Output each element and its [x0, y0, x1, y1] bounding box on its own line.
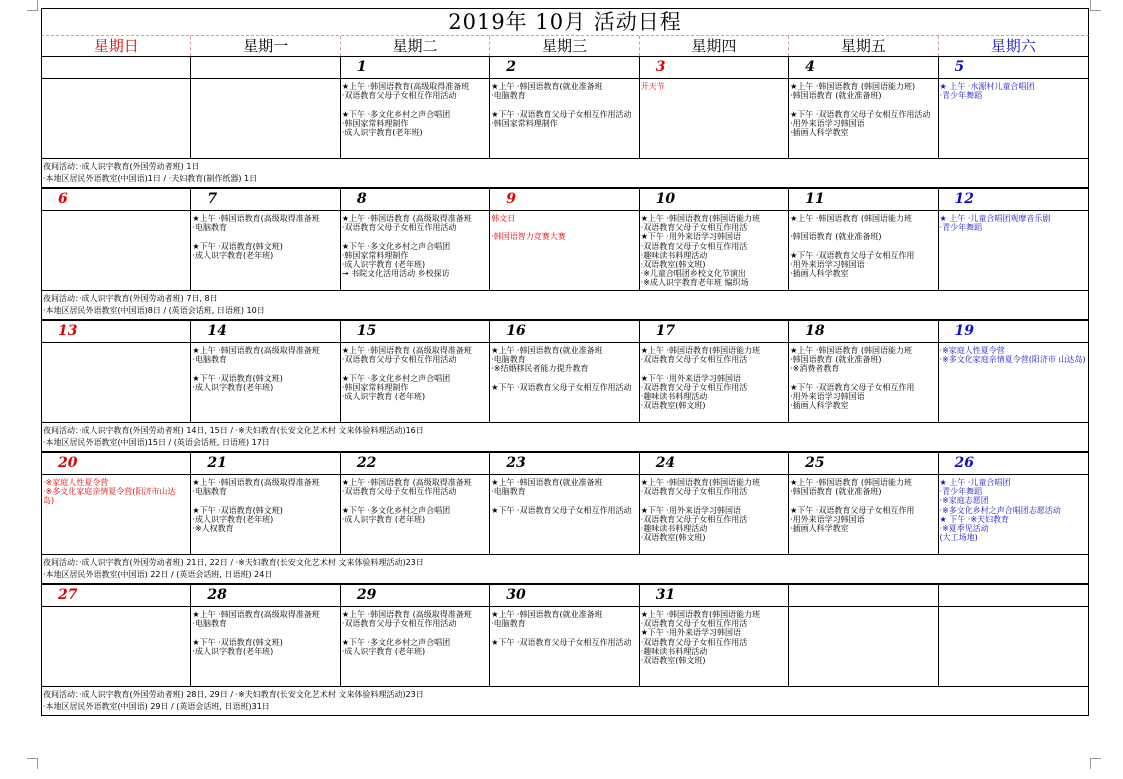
- day-cell: [42, 453, 191, 554]
- week-row: [41, 320, 1089, 452]
- event-line: ·※夏季见活动: [939, 524, 989, 534]
- event-line: ·韩国家常料理制作: [341, 382, 409, 392]
- day-events: [640, 211, 788, 290]
- calendar-title: 2019年 10月 活动日程: [41, 8, 1089, 36]
- event-line: 韩文日: [491, 214, 516, 223]
- event-line: ★下午 ·双语教育父母子女相互作用活动: [790, 109, 931, 119]
- day-number: 27: [42, 585, 190, 607]
- event-line: [192, 496, 339, 505]
- night-activity-line: ·本地区居民外语教室(中国语) 29日 / (英语会话班, 日语班)31日: [43, 702, 270, 711]
- event-line: ·双语教育父母子女相互作用活动: [341, 355, 457, 365]
- event-line: ·成人识字教育 (老年班): [341, 392, 426, 402]
- event-line: [342, 628, 489, 637]
- event-line: ·趣味读书料理活动: [640, 250, 708, 260]
- event-line: [491, 628, 638, 637]
- event-line: [342, 232, 489, 241]
- day-events: [191, 211, 339, 290]
- event-line: ★上午 ·韩国语教育 (高级取得准备班: [341, 346, 472, 355]
- event-line: ★ 上午 ·儿童合唱团: [939, 478, 1011, 487]
- event-line: ·插画人科学教室: [790, 269, 849, 279]
- day-cell: [789, 585, 938, 686]
- event-line: ·插画人科学教室: [790, 401, 849, 411]
- calendar-weeks: [41, 56, 1089, 716]
- event-line: ★下午 ·双语教育父母子女相互作用: [790, 505, 915, 515]
- weekday-saturday: 星期六: [990, 37, 1036, 55]
- night-activities: [42, 686, 1088, 715]
- day-number: 2: [490, 57, 638, 79]
- event-line: ·成人识字教育 (老年班): [341, 646, 426, 656]
- day-cell: [341, 453, 490, 554]
- event-line: ·成人识字教育(老年班): [192, 646, 274, 656]
- event-line: ·※多文化家庭亲情夏令营(阳济市山达: [43, 487, 176, 497]
- event-line: ·双语教育父母子女相互作用活: [640, 223, 748, 233]
- night-activities: [42, 422, 1088, 451]
- day-number: 25: [789, 453, 937, 475]
- day-number: 30: [490, 585, 638, 607]
- day-number: 4: [789, 57, 937, 79]
- event-line: ★下午 ·双语教育父母子女相互作用: [790, 382, 915, 392]
- event-line: ·双语教育父母子女相互作用活: [640, 637, 748, 647]
- day-events: [42, 343, 190, 422]
- day-cell: [640, 189, 789, 290]
- day-number: 14: [191, 321, 339, 343]
- event-line: ·双语教育父母子女相互作用活: [640, 619, 748, 629]
- day-cell: [42, 321, 191, 422]
- event-line: ·用外来语学习韩国语: [790, 260, 865, 270]
- day-events: [789, 79, 937, 158]
- event-line: ·青少年舞蹈: [939, 91, 983, 101]
- event-line: ·用外来语学习韩国语: [790, 514, 865, 524]
- event-line: ★上午 ·韩国语教育(韩国语能力班: [640, 610, 761, 619]
- day-cell: [490, 189, 639, 290]
- event-line: ★上午 ·韩国语教育(高级取得准备班: [192, 346, 320, 355]
- event-line: ★下午 ·多文化乡村之声合唱团: [341, 505, 451, 515]
- day-cell: [191, 189, 340, 290]
- day-events: [42, 79, 190, 158]
- week-days: [42, 585, 1088, 686]
- day-number: 15: [341, 321, 489, 343]
- day-events: [789, 211, 937, 290]
- event-line: ·成人识字教育(老年班): [192, 250, 274, 260]
- day-cell: [640, 57, 789, 158]
- day-cell: [939, 57, 1088, 158]
- event-line: [641, 364, 788, 373]
- crop-mark-bottom-left: [27, 758, 38, 769]
- event-line: ★下午 ·双语教育父母子女相互作用活动: [491, 505, 632, 515]
- day-events: [490, 211, 638, 290]
- event-line: ★上午 ·韩国语教育 (韩国语能力班: [790, 478, 913, 487]
- event-line: ·韩国语教育 (就业准备班): [790, 232, 882, 242]
- day-cell: [640, 321, 789, 422]
- event-line: ★下午 ·双语教育(韩文班): [192, 373, 283, 383]
- event-line: ★下午 ·用外来语学习韩国语: [640, 505, 741, 515]
- event-line: ·※成人识字教育老年班 编织场: [640, 278, 749, 288]
- event-line: ·※家庭志愿团: [939, 496, 989, 506]
- event-line: ·用外来语学习韩国语: [790, 118, 865, 128]
- day-events: [341, 211, 489, 290]
- event-line: ★上午 ·韩国语教育 (高级取得准备班: [341, 610, 472, 619]
- night-activities: [42, 290, 1088, 319]
- event-line: ·青少年舞蹈: [939, 487, 983, 497]
- event-line: ★上午 ·韩国语教育(高级取得准备班: [192, 478, 320, 487]
- event-line: ·韩国语教育 (就业准备班): [790, 487, 882, 497]
- event-line: ·趣味读书料理活动: [640, 392, 708, 402]
- event-line: [491, 100, 638, 109]
- event-line: ·韩国语教育 (就业准备班): [790, 355, 882, 365]
- event-line: [790, 242, 937, 251]
- event-line: [192, 628, 339, 637]
- event-line: ·双语教室(韩文班): [640, 260, 706, 270]
- day-number: 1: [341, 57, 489, 79]
- night-activity-line: ·本地区居民外语教室(中国语) 22日 / (英语会话班, 日语班) 24日: [43, 570, 273, 579]
- event-line: ★ 上午 ·儿童合唱团观摩音乐剧: [939, 214, 1051, 223]
- event-line: ★下午 ·用外来语学习韩国语: [640, 373, 741, 383]
- night-activity-line: 夜间活动：·成人识字教育(外国劳动者班) 7日, 8日: [43, 294, 218, 303]
- day-number: 23: [490, 453, 638, 475]
- event-line: ·※消费者教育: [790, 364, 840, 374]
- event-line: 开天节: [640, 82, 665, 91]
- day-cell: [939, 585, 1088, 686]
- day-number: 13: [42, 321, 190, 343]
- day-events: [341, 475, 489, 554]
- event-line: ·电脑教育: [192, 223, 227, 233]
- day-events: [789, 475, 937, 554]
- day-events: [640, 607, 788, 686]
- day-events: [191, 607, 339, 686]
- day-number: [789, 585, 937, 607]
- event-line: ·韩国家常料理制作: [341, 250, 409, 260]
- event-line: ·电脑教育: [192, 619, 227, 629]
- day-events: [490, 607, 638, 686]
- day-cell: [42, 189, 191, 290]
- day-cell: [789, 321, 938, 422]
- day-number: [42, 57, 190, 79]
- day-number: 6: [42, 189, 190, 211]
- event-line: ·韩国家常料理制作: [341, 118, 409, 128]
- crop-mark-bottom-right: [1090, 758, 1101, 769]
- event-line: ·双语教育父母子女相互作用活: [640, 487, 748, 497]
- day-events: [490, 475, 638, 554]
- day-events: [341, 607, 489, 686]
- weekday-friday: 星期五: [789, 36, 938, 56]
- day-cell: [341, 585, 490, 686]
- event-line: ★下午 ·双语教育父母子女相互作用活动: [491, 382, 632, 392]
- event-line: ·韩国家常料理制作: [491, 118, 558, 128]
- event-line: ·电脑教育: [192, 355, 227, 365]
- day-cell: [341, 321, 490, 422]
- day-number: 7: [191, 189, 339, 211]
- event-line: ·双语教育父母子女相互作用活: [640, 241, 748, 251]
- day-number: 31: [640, 585, 788, 607]
- event-line: ★上午 ·韩国语教育 (韩国语能力班): [790, 82, 916, 91]
- day-number: 10: [640, 189, 788, 211]
- day-cell: [939, 189, 1088, 290]
- day-number: 16: [490, 321, 638, 343]
- day-number: 3: [640, 57, 788, 79]
- event-line: ★上午 ·韩国语教育(高级取得准备班: [192, 214, 320, 223]
- day-cell: [341, 189, 490, 290]
- event-line: [790, 374, 937, 383]
- day-events: [939, 79, 1088, 158]
- night-activities: [42, 158, 1088, 187]
- event-line: 岛): [43, 496, 55, 506]
- event-line: ·双语教室(韩文班): [640, 656, 706, 666]
- event-line: ·※人权教育: [192, 524, 234, 534]
- event-line: ★下午 ·用外来语学习韩国语: [640, 628, 741, 638]
- event-line: [790, 223, 937, 232]
- day-cell: [191, 585, 340, 686]
- event-line: ·※多文化乡村之声合唱团志愿活动: [939, 505, 1061, 515]
- event-line: ·成人识字教育 (老年班): [341, 514, 426, 524]
- event-line: (大工场地): [939, 533, 978, 543]
- event-line: ·趣味读书料理活动: [640, 524, 708, 534]
- day-events: [640, 79, 788, 158]
- event-line: ·韩国语教育 (就业准备班): [790, 91, 882, 101]
- day-number: 24: [640, 453, 788, 475]
- day-events: [42, 607, 190, 686]
- event-line: ·成人识字教育(老年班): [341, 128, 423, 138]
- event-line: ★上午 ·韩国语教育(高级取得准备班: [192, 610, 320, 619]
- day-number: 19: [939, 321, 1088, 343]
- day-events: [640, 475, 788, 554]
- event-line: ★ 上午 ·水源村儿童合唱团: [939, 82, 1035, 91]
- day-cell: [640, 585, 789, 686]
- event-line: ·成人识字教育(老年班): [192, 382, 274, 392]
- event-line: [491, 374, 638, 383]
- event-line: ★下午 ·双语教育(韩文班): [192, 637, 283, 647]
- day-number: 20: [42, 453, 190, 475]
- event-line: ★上午 ·韩国语教育(就业准备班: [491, 610, 603, 619]
- day-events: [341, 79, 489, 158]
- event-line: ·※家庭人性夏令营: [939, 346, 1005, 355]
- night-activity-line: 夜间活动：·成人识字教育(外国劳动者班) 1日: [43, 162, 200, 171]
- day-cell: [789, 57, 938, 158]
- event-line: ·成人识字教育(老年班): [192, 514, 274, 524]
- day-events: [341, 343, 489, 422]
- day-number: 11: [789, 189, 937, 211]
- night-activity-line: ·本地区居民外语教室(中国语)1日 / ·夫妇教育(制作纸器) 1日: [43, 174, 258, 183]
- night-activities: [42, 554, 1088, 583]
- event-line: ★上午 ·韩国语教育 (高级取得准备班: [341, 214, 472, 223]
- event-line: → 书院文化活用活动 乡校探访: [341, 269, 450, 279]
- event-line: ·韩国语智力竞赛大赛: [491, 232, 566, 242]
- event-line: ★下午 ·多文化乡村之声合唱团: [341, 373, 451, 383]
- event-line: ·双语教育父母子女相互作用活动: [341, 223, 457, 233]
- day-number: 18: [789, 321, 937, 343]
- day-events: [42, 475, 190, 554]
- weekday-sunday: 星期日: [42, 36, 191, 56]
- day-cell: [640, 453, 789, 554]
- night-activity-line: 夜间活动：·成人识字教育(外国劳动者班) 21日, 22日 / ·※夫妇教育(长安文化艺术村 文来体验料理活动)23日: [43, 558, 424, 567]
- day-number: 26: [939, 453, 1088, 475]
- day-cell: [42, 585, 191, 686]
- day-number: 17: [640, 321, 788, 343]
- event-line: [342, 364, 489, 373]
- event-line: [790, 100, 937, 109]
- event-line: ★上午 ·韩国语教育 (高级取得准备班: [341, 478, 472, 487]
- day-number: 22: [341, 453, 489, 475]
- day-cell: [341, 57, 490, 158]
- weekday-header-row: [41, 36, 1089, 56]
- day-cell: [490, 453, 639, 554]
- day-events: [42, 211, 190, 290]
- event-line: ★ 下午 ·※夫妇教育: [939, 514, 1010, 524]
- event-line: ★下午 ·用外来语学习韩国语: [640, 232, 741, 242]
- day-number: 8: [341, 189, 489, 211]
- day-events: [191, 343, 339, 422]
- event-line: ·※结婚移民者能力提升教育: [491, 364, 589, 374]
- day-events: [490, 79, 638, 158]
- day-cell: [490, 57, 639, 158]
- day-events: [490, 343, 638, 422]
- event-line: ★上午 ·韩国语教育(韩国语能力班: [640, 214, 761, 223]
- event-line: ·电脑教育: [491, 619, 526, 629]
- event-line: ·电脑教育: [491, 91, 526, 101]
- event-line: ·双语教育父母子女相互作用活: [640, 355, 748, 365]
- event-line: [192, 364, 339, 373]
- event-line: [491, 496, 638, 505]
- day-number: [939, 585, 1088, 607]
- weekday-monday: 星期一: [191, 36, 340, 56]
- day-cell: [191, 453, 340, 554]
- event-line: ·双语教育父母子女相互作用活动: [341, 91, 457, 101]
- day-events: [939, 475, 1088, 554]
- week-row: [41, 452, 1089, 584]
- day-cell: [490, 585, 639, 686]
- event-line: ★上午 ·韩国语教育(就业准备班: [491, 82, 603, 91]
- event-line: [192, 232, 339, 241]
- event-line: ·电脑教育: [491, 487, 526, 497]
- event-line: ·电脑教育: [491, 355, 526, 365]
- night-activity-line: ·本地区居民外语教室(中国语)8日 / (英语会话班, 日语班) 10日: [43, 306, 265, 315]
- event-line: ·电脑教育: [192, 487, 227, 497]
- event-line: ★下午 ·双语教育父母子女相互作用活动: [491, 637, 632, 647]
- day-number: 29: [341, 585, 489, 607]
- weekday-wednesday: 星期三: [490, 36, 639, 56]
- event-line: ★上午 ·韩国语教育(高级取得准备班: [341, 82, 470, 91]
- event-line: ·双语教育父母子女相互作用活: [640, 382, 748, 392]
- week-days: [42, 321, 1088, 422]
- weekday-tuesday: 星期二: [341, 36, 490, 56]
- day-cell: [789, 189, 938, 290]
- event-line: ★上午 ·韩国语教育(就业准备班: [491, 346, 603, 355]
- calendar-sheet: [41, 8, 1089, 716]
- event-line: ★下午 ·多文化乡村之声合唱团: [341, 637, 451, 647]
- night-activity-line: 夜间活动：·成人识字教育(外国劳动者班) 28日, 29日 / ·※夫妇教育(长安文化艺术村 文来体验料理活动)23日: [43, 690, 424, 699]
- night-activity-line: 夜间活动：·成人识字教育(外国劳动者班) 14日, 15日 / ·※夫妇教育(长安文化艺术村 文来体验料理活动)16日: [43, 426, 424, 435]
- day-cell: [42, 57, 191, 158]
- day-cell: [939, 321, 1088, 422]
- week-row: [41, 56, 1089, 188]
- crop-mark-top-left: [27, 0, 38, 11]
- event-line: ★下午 ·双语教育(韩文班): [192, 505, 283, 515]
- event-line: ★下午 ·多文化乡村之声合唱团: [341, 241, 451, 251]
- event-line: ·成人识字教育 (老年班): [341, 260, 426, 270]
- event-line: ·插画人科学教室: [790, 128, 849, 138]
- day-number: [191, 57, 339, 79]
- event-line: ★上午 ·韩国语教育(就业准备班: [491, 478, 603, 487]
- day-cell: [789, 453, 938, 554]
- week-days: [42, 189, 1088, 290]
- event-line: ·※多文化家庭亲情夏令营(阳济市 山达岛): [939, 355, 1086, 365]
- day-number: 21: [191, 453, 339, 475]
- night-activity-line: ·本地区居民外语教室(中国语)15日 / (英语会话班, 日语班) 17日: [43, 438, 270, 447]
- weekday-thursday: 星期四: [640, 36, 789, 56]
- event-line: ·双语教育父母子女相互作用活: [640, 514, 748, 524]
- event-line: ★下午 ·双语教育(韩文班): [192, 241, 283, 251]
- event-line: ·双语教育父母子女相互作用活动: [341, 487, 457, 497]
- event-line: [790, 496, 937, 505]
- day-events: [939, 607, 1088, 686]
- event-line: ★下午 ·双语教育父母子女相互作用活动: [491, 109, 632, 119]
- event-line: ·青少年舞蹈: [939, 223, 983, 233]
- day-cell: [191, 321, 340, 422]
- event-line: [641, 496, 788, 505]
- week-row: [41, 584, 1089, 716]
- day-cell: [191, 57, 340, 158]
- event-line: ★下午 ·双语教育父母子女相互作用: [790, 250, 915, 260]
- day-events: [789, 607, 937, 686]
- day-cell: [490, 321, 639, 422]
- week-row: [41, 188, 1089, 320]
- day-events: [191, 475, 339, 554]
- day-number: 5: [939, 57, 1088, 79]
- event-line: ·双语教育父母子女相互作用活动: [341, 619, 457, 629]
- day-number: 9: [490, 189, 638, 211]
- event-line: ★下午 ·多文化乡村之声合唱团: [341, 109, 451, 119]
- event-line: ·双语教室(韩文班): [640, 533, 706, 543]
- day-events: [939, 343, 1088, 422]
- event-line: ★上午 ·韩国语教育(韩国语能力班: [640, 346, 761, 355]
- event-line: ★上午 ·韩国语教育(韩国语能力班: [640, 478, 761, 487]
- week-days: [42, 57, 1088, 158]
- event-line: [342, 496, 489, 505]
- day-number: 12: [939, 189, 1088, 211]
- day-cell: [939, 453, 1088, 554]
- week-days: [42, 453, 1088, 554]
- day-events: [191, 79, 339, 158]
- event-line: ·双语教室(韩文班): [640, 401, 706, 411]
- day-events: [640, 343, 788, 422]
- day-events: [939, 211, 1088, 290]
- event-line: [342, 100, 489, 109]
- crop-mark-top-right: [1090, 0, 1101, 11]
- event-line: ·趣味读书料理活动: [640, 646, 708, 656]
- event-line: ·※家庭人性夏令营: [43, 478, 109, 487]
- event-line: ·用外来语学习韩国语: [790, 392, 865, 402]
- day-events: [789, 343, 937, 422]
- event-line: [491, 223, 638, 232]
- event-line: ·插画人科学教室: [790, 524, 849, 534]
- event-line: ·※儿童合唱团乡校文化节演出: [640, 269, 746, 279]
- event-line: ★上午 ·韩国语教育 (韩国语能力班: [790, 346, 913, 355]
- event-line: ★上午 ·韩国语教育 (韩国语能力班: [790, 214, 913, 223]
- day-number: 28: [191, 585, 339, 607]
